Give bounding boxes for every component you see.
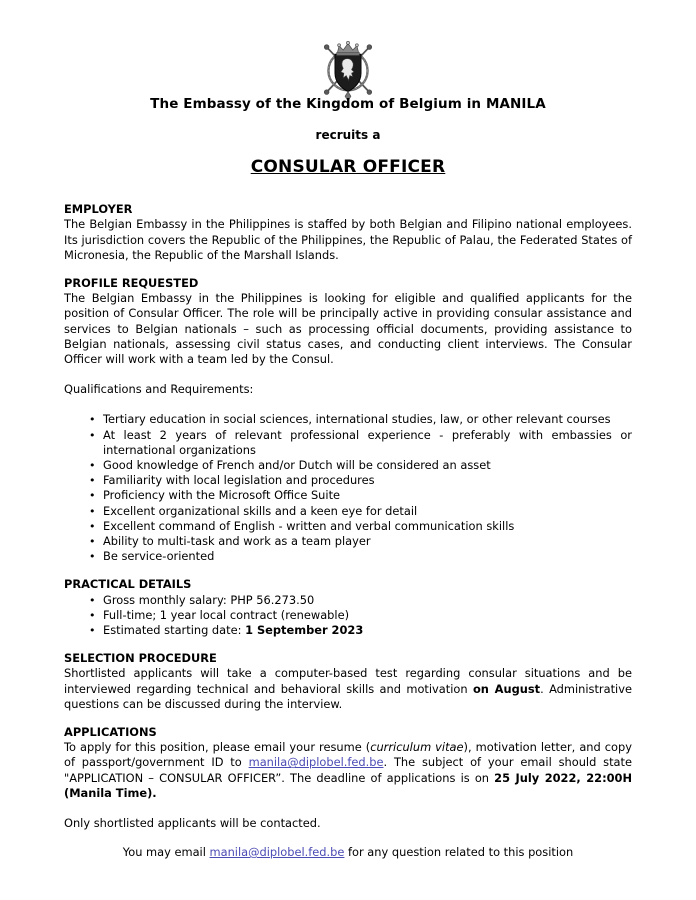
list-item: • Proficiency with the Microsoft Office Suite [64, 488, 632, 503]
selection-text-1: Shortlisted applicants will take a computer-based test regarding consular situations and be interviewed regarding technical and behavioral skills and motivation [64, 666, 632, 696]
application-email-link[interactable]: manila@diplobel.fed.be [248, 755, 384, 770]
list-item: • At least 2 years of relevant professional experience - preferably with embassies or international organizations [64, 428, 632, 458]
list-item: • Excellent organizational skills and a keen eye for detail [64, 504, 632, 519]
list-item [64, 593, 632, 608]
selection-text-2: . Administrative questions can be discussed during the interview. [64, 681, 632, 711]
footer-prefix: You may email [122, 845, 210, 859]
footer-suffix: for any question related to this position [344, 845, 574, 859]
belgium-coat-of-arms-icon [312, 34, 384, 104]
selection-bold-date: on August [472, 681, 541, 696]
list-item: • Ability to multi-task and work as a team player [64, 534, 632, 549]
list-item: • Be service-oriented [64, 549, 632, 564]
list-item [64, 623, 632, 638]
list-item: • Good knowledge of French and/or Dutch will be considered an asset [64, 458, 632, 473]
practical-item-text: Gross monthly salary: PHP 56.273.50 [103, 592, 315, 607]
section-heading-practical: PRACTICAL DETAILS [64, 577, 192, 592]
list-item: • Tertiary education in social sciences, international studies, law, or other relevant courses [64, 412, 632, 427]
section-heading-profile: PROFILE REQUESTED [64, 275, 199, 290]
practical-item-bold: 1 September 2023 [245, 623, 364, 637]
footer-note [0, 845, 696, 860]
practical-item-text: Estimated starting date: [103, 623, 246, 637]
selection-body [64, 666, 632, 712]
practical-item-text: Full-time; 1 year local contract (renewable) [103, 607, 350, 622]
qualifications-label: Qualifications and Requirements: [64, 382, 254, 397]
applications-text-3: . The subject of your email should state "APPLICATION – CONSULAR OFFICER”. The deadline of applications is on [64, 755, 632, 785]
job-title: CONSULAR OFFICER [250, 156, 446, 177]
employer-body: The Belgian Embassy in the Philippines is staffed by both Belgian and Filipino national employees. Its jurisdiction covers the Republic of the Philippines, the Republic of Palau, the Federated States of Micronesia, the Republic of the Marshall Islands. [64, 217, 632, 262]
page-title: The Embassy of the Kingdom of Belgium in MANILA [150, 96, 546, 112]
title-block [0, 96, 696, 178]
curriculum-vitae-italic: curriculum vitae [370, 740, 464, 755]
footer-email-link[interactable]: manila@diplobel.fed.be [209, 845, 345, 859]
applications-text-2: ), motivation letter, and copy of passport/government ID to [64, 740, 632, 770]
applications-deadline: 25 July 2022, 22:00H (Manila Time). [64, 770, 633, 800]
practical-details-list [64, 593, 632, 639]
applications-closing: Only shortlisted applicants will be contacted. [64, 816, 321, 831]
section-heading-applications: APPLICATIONS [64, 725, 157, 740]
applications-body [64, 740, 632, 801]
section-heading-employer: EMPLOYER [64, 202, 133, 217]
qualifications-list [64, 412, 632, 564]
list-item: • Excellent command of English - written and verbal communication skills [64, 519, 632, 534]
section-heading-selection: SELECTION PROCEDURE [64, 651, 217, 666]
emblem-container [0, 0, 696, 82]
list-item [64, 608, 632, 623]
applications-text-1: To apply for this position, please email your resume ( [64, 740, 371, 755]
list-item: • Familiarity with local legislation and procedures [64, 473, 632, 488]
document-content [64, 178, 632, 831]
recruits-label: recruits a [315, 127, 381, 142]
profile-body: The Belgian Embassy in the Philippines is looking for eligible and qualified applicants for the position of Consular Officer. The role will be principally active in providing consular assistance and services to Belgian nationals – such as processing official documents, providing assistance to Belgian nationals, assessing civil status cases, and conducting client interviews. The Consular Officer will work with a team led by the Consul. [64, 291, 632, 366]
